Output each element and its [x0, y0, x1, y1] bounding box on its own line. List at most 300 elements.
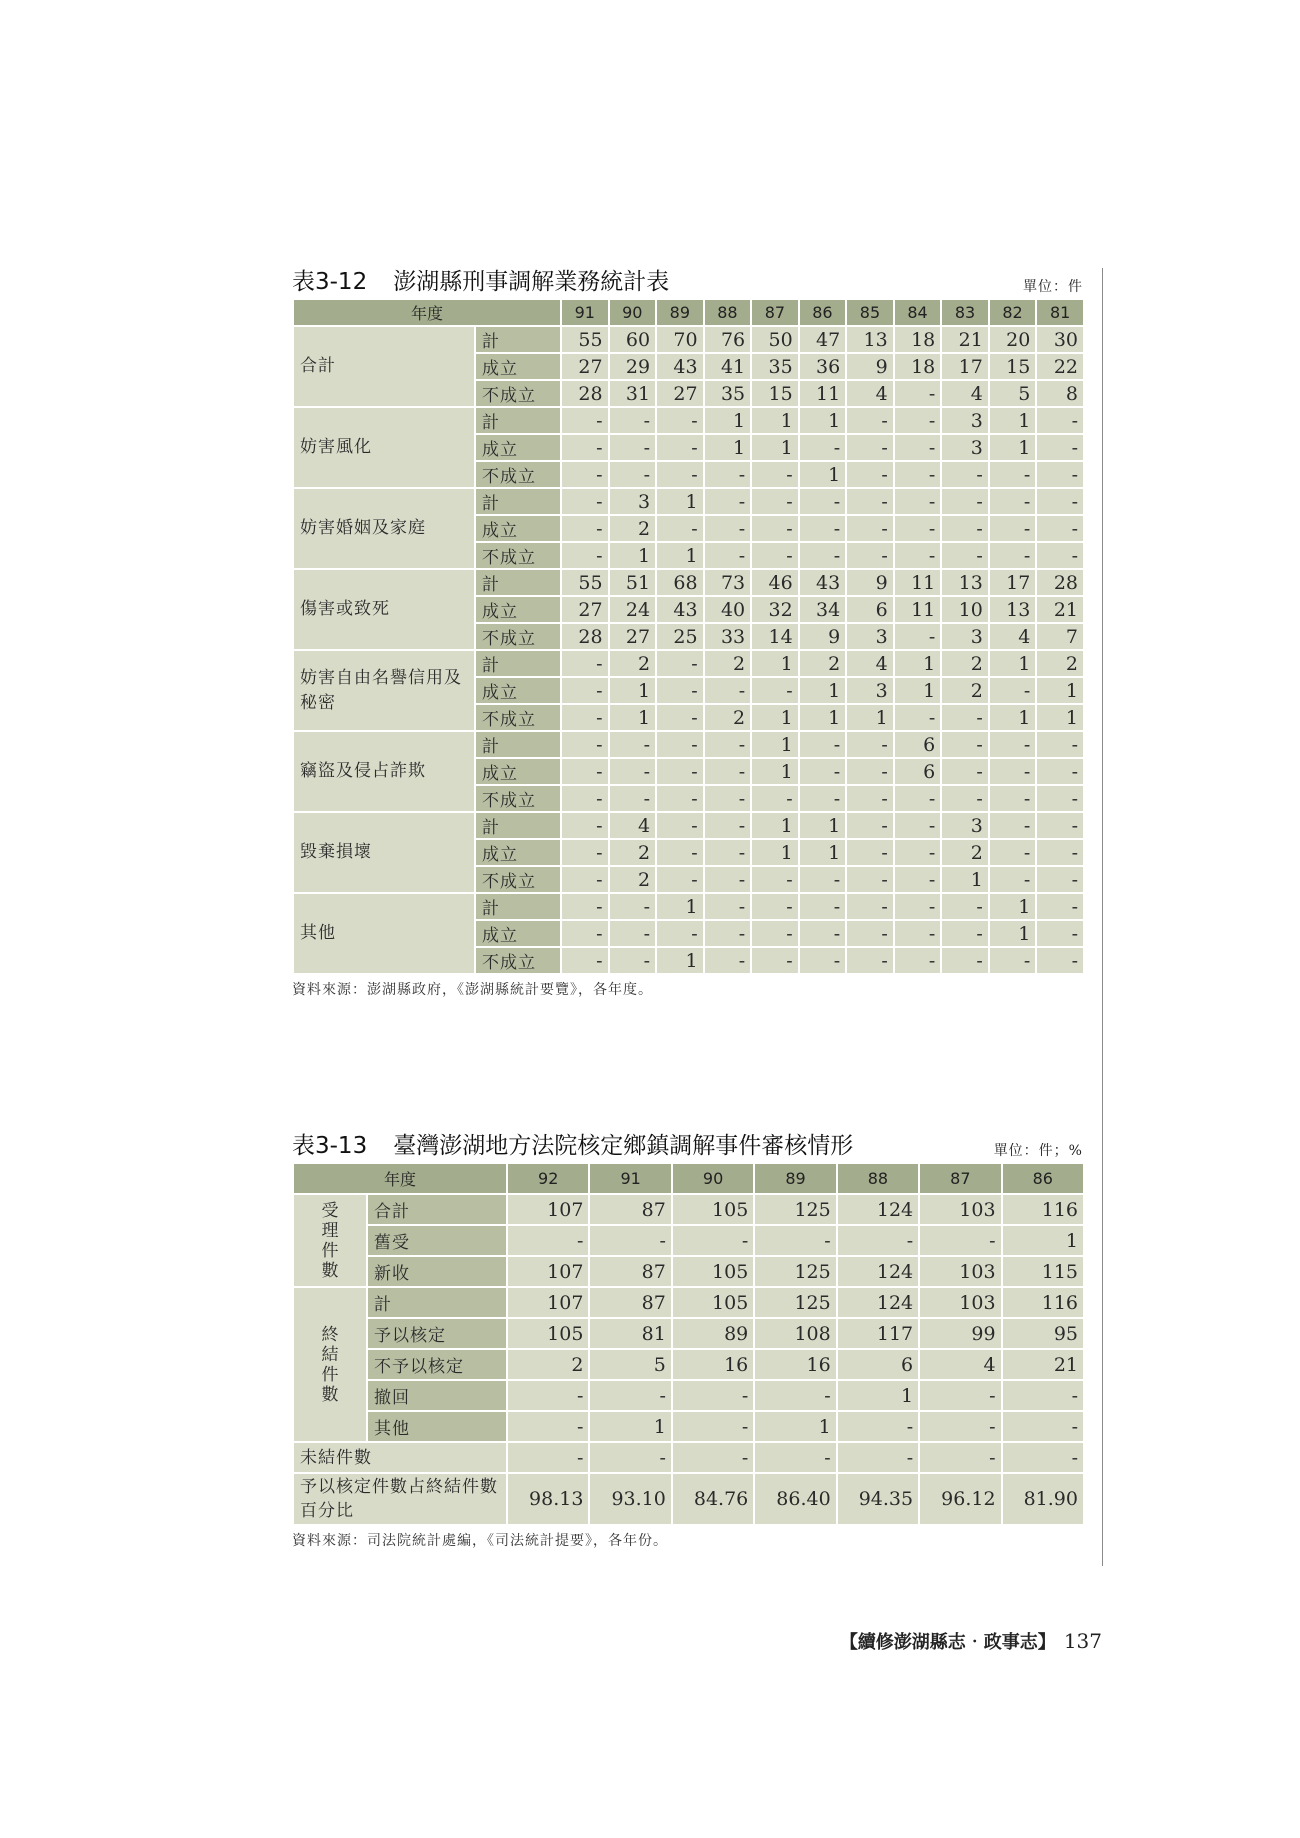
year-header: 81 [1036, 299, 1084, 326]
data-cell: 1 [589, 1411, 671, 1442]
row-label: 不成立 [475, 623, 561, 650]
data-cell: - [507, 1442, 589, 1473]
data-cell: - [799, 731, 847, 758]
data-cell: 2 [609, 515, 657, 542]
data-cell: 1 [799, 839, 847, 866]
data-cell: 1 [751, 839, 799, 866]
table-row [293, 1442, 1084, 1473]
data-cell: - [672, 1380, 754, 1411]
data-cell: - [609, 785, 657, 812]
row-label: 計 [475, 812, 561, 839]
data-cell: - [754, 1225, 836, 1256]
data-cell: - [894, 947, 942, 974]
data-cell: - [941, 785, 989, 812]
row-label: 新收 [367, 1256, 507, 1287]
category-label: 妨害婚姻及家庭 [293, 488, 475, 569]
table-row [293, 731, 1084, 758]
data-cell: - [561, 812, 609, 839]
data-cell: 3 [941, 407, 989, 434]
data-cell: - [1002, 1442, 1084, 1473]
data-cell: - [989, 488, 1037, 515]
data-cell: - [941, 488, 989, 515]
table-row [293, 1194, 1084, 1225]
data-cell: - [751, 920, 799, 947]
data-cell: 6 [837, 1349, 919, 1380]
data-cell: - [989, 542, 1037, 569]
data-cell: 34 [799, 596, 847, 623]
data-cell: 1 [799, 677, 847, 704]
data-cell: - [989, 785, 1037, 812]
data-cell: 3 [609, 488, 657, 515]
data-cell: 47 [799, 326, 847, 353]
data-cell: - [751, 947, 799, 974]
data-cell: 7 [1036, 623, 1084, 650]
table-3-12-title-row [292, 264, 1085, 298]
data-cell: 107 [507, 1256, 589, 1287]
data-cell: 1 [846, 704, 894, 731]
data-cell: - [589, 1225, 671, 1256]
data-cell: - [941, 542, 989, 569]
row-label: 不成立 [475, 380, 561, 407]
data-cell: 1 [799, 704, 847, 731]
data-cell: - [941, 731, 989, 758]
category-label: 竊盜及侵占詐欺 [293, 731, 475, 812]
data-cell: 1 [754, 1411, 836, 1442]
row-label: 予以核定 [367, 1318, 507, 1349]
data-cell: 4 [989, 623, 1037, 650]
data-cell: - [656, 839, 704, 866]
data-cell: - [846, 515, 894, 542]
data-cell: - [799, 434, 847, 461]
data-cell: - [1036, 785, 1084, 812]
data-cell: - [1036, 920, 1084, 947]
data-cell: 117 [837, 1318, 919, 1349]
row-label: 計 [367, 1287, 507, 1318]
data-cell: 1 [941, 866, 989, 893]
header-row [293, 299, 1084, 326]
data-cell: 5 [989, 380, 1037, 407]
data-cell: - [751, 542, 799, 569]
data-cell: 1 [609, 542, 657, 569]
data-cell: 27 [656, 380, 704, 407]
data-cell: 87 [589, 1194, 671, 1225]
data-cell: 2 [609, 839, 657, 866]
table-3-13-title [292, 1127, 853, 1160]
data-cell: - [561, 434, 609, 461]
data-cell: - [1002, 1411, 1084, 1442]
data-cell: - [894, 380, 942, 407]
data-cell: 13 [989, 596, 1037, 623]
data-cell: 24 [609, 596, 657, 623]
data-cell: - [656, 677, 704, 704]
data-cell: 105 [672, 1287, 754, 1318]
unit-label: 單位：件；% [993, 1143, 1083, 1159]
data-cell: - [704, 515, 752, 542]
data-cell: 1 [609, 677, 657, 704]
data-cell: - [704, 488, 752, 515]
data-cell: 11 [799, 380, 847, 407]
row-label: 不成立 [475, 542, 561, 569]
data-cell: - [799, 515, 847, 542]
data-cell: 2 [609, 866, 657, 893]
data-cell: - [507, 1411, 589, 1442]
header-year-label: 年度 [293, 299, 561, 326]
data-cell: 125 [754, 1256, 836, 1287]
year-header: 90 [609, 299, 657, 326]
data-cell: - [1036, 812, 1084, 839]
row-label: 計 [475, 407, 561, 434]
data-cell: - [846, 542, 894, 569]
table-3-12-title [292, 263, 669, 296]
data-cell: 50 [751, 326, 799, 353]
data-cell: 1 [989, 893, 1037, 920]
data-cell: 103 [919, 1256, 1001, 1287]
data-cell: - [751, 461, 799, 488]
data-cell: 1 [656, 542, 704, 569]
data-cell: - [941, 704, 989, 731]
data-cell: 99 [919, 1318, 1001, 1349]
table-number: 表3-13 [292, 1133, 368, 1159]
data-cell: - [656, 758, 704, 785]
data-cell: - [919, 1380, 1001, 1411]
data-cell: 96.12 [919, 1473, 1001, 1525]
table-title-text: 臺灣澎湖地方法院核定鄉鎮調解事件審核情形 [393, 1133, 854, 1159]
row-label: 不成立 [475, 947, 561, 974]
year-header: 84 [894, 299, 942, 326]
data-cell: 43 [656, 596, 704, 623]
data-cell: - [656, 461, 704, 488]
table-row [293, 1380, 1084, 1411]
year-header: 88 [704, 299, 752, 326]
data-cell: - [894, 461, 942, 488]
data-cell: 43 [656, 353, 704, 380]
data-cell: - [941, 758, 989, 785]
data-cell: 15 [751, 380, 799, 407]
data-cell: 4 [846, 650, 894, 677]
data-cell: - [989, 758, 1037, 785]
year-header: 89 [754, 1163, 836, 1194]
data-cell: - [799, 920, 847, 947]
data-cell: 70 [656, 326, 704, 353]
data-cell: - [894, 893, 942, 920]
data-cell: 60 [609, 326, 657, 353]
data-cell: - [941, 461, 989, 488]
data-cell: 41 [704, 353, 752, 380]
data-cell: - [589, 1380, 671, 1411]
data-cell: - [704, 731, 752, 758]
row-label: 計 [475, 731, 561, 758]
data-cell: - [704, 677, 752, 704]
data-cell: - [704, 785, 752, 812]
data-cell: 35 [704, 380, 752, 407]
data-cell: 2 [507, 1349, 589, 1380]
data-cell: 27 [561, 596, 609, 623]
table-row [293, 569, 1084, 596]
data-cell: - [894, 623, 942, 650]
data-cell: - [609, 893, 657, 920]
data-cell: 108 [754, 1318, 836, 1349]
pending-label: 未結件數 [293, 1442, 507, 1473]
table-row [293, 1349, 1084, 1380]
row-label: 舊受 [367, 1225, 507, 1256]
data-cell: 32 [751, 596, 799, 623]
data-cell: - [846, 488, 894, 515]
data-cell: - [754, 1442, 836, 1473]
data-cell: - [609, 731, 657, 758]
data-cell: - [704, 920, 752, 947]
data-cell: 1 [751, 758, 799, 785]
data-cell: 107 [507, 1287, 589, 1318]
data-cell: - [656, 407, 704, 434]
data-cell: 31 [609, 380, 657, 407]
row-label: 計 [475, 569, 561, 596]
data-cell: 5 [589, 1349, 671, 1380]
data-cell: - [846, 947, 894, 974]
data-cell: - [672, 1225, 754, 1256]
data-cell: - [846, 407, 894, 434]
data-cell: - [989, 947, 1037, 974]
data-cell: 28 [561, 623, 609, 650]
year-header: 87 [919, 1163, 1001, 1194]
data-cell: - [561, 785, 609, 812]
data-cell: 2 [799, 650, 847, 677]
data-cell: 13 [941, 569, 989, 596]
data-cell: 1 [989, 434, 1037, 461]
data-cell: 29 [609, 353, 657, 380]
data-cell: - [894, 920, 942, 947]
data-cell: 11 [894, 596, 942, 623]
data-cell: 2 [941, 650, 989, 677]
data-cell: 3 [941, 623, 989, 650]
data-cell: 8 [1036, 380, 1084, 407]
data-cell: 1 [704, 407, 752, 434]
data-cell: - [1002, 1380, 1084, 1411]
table-row [293, 893, 1084, 920]
data-cell: - [609, 434, 657, 461]
group-label-text: 終 結 件 數 [321, 1324, 339, 1405]
data-cell: 27 [609, 623, 657, 650]
data-cell: - [941, 893, 989, 920]
data-cell: - [799, 542, 847, 569]
data-cell: - [989, 866, 1037, 893]
table-row [293, 488, 1084, 515]
data-cell: 4 [846, 380, 894, 407]
data-cell: 3 [941, 812, 989, 839]
row-label: 不成立 [475, 785, 561, 812]
data-cell: - [846, 731, 894, 758]
data-cell: - [751, 515, 799, 542]
data-cell: 116 [1002, 1287, 1084, 1318]
data-cell: - [837, 1411, 919, 1442]
data-cell: 1 [609, 704, 657, 731]
category-label: 毀棄損壞 [293, 812, 475, 893]
data-cell: - [837, 1225, 919, 1256]
data-cell: - [989, 461, 1037, 488]
data-cell: - [846, 866, 894, 893]
table-3-13-title-row [292, 1128, 1085, 1162]
data-cell: 18 [894, 353, 942, 380]
data-cell: - [507, 1380, 589, 1411]
data-cell: - [941, 515, 989, 542]
data-cell: - [561, 839, 609, 866]
row-label: 成立 [475, 515, 561, 542]
table-title-text: 澎湖縣刑事調解業務統計表 [393, 269, 670, 295]
data-cell: 3 [846, 677, 894, 704]
data-cell: 17 [989, 569, 1037, 596]
data-cell: - [919, 1442, 1001, 1473]
data-cell: - [656, 920, 704, 947]
data-cell: - [704, 461, 752, 488]
data-cell: - [672, 1442, 754, 1473]
year-header: 87 [751, 299, 799, 326]
data-cell: 1 [989, 650, 1037, 677]
data-cell: 4 [941, 380, 989, 407]
data-cell: 20 [989, 326, 1037, 353]
data-cell: - [561, 488, 609, 515]
unit-label: 單位：件 [1023, 279, 1083, 295]
data-cell: - [894, 812, 942, 839]
data-cell: - [561, 920, 609, 947]
data-cell: - [704, 866, 752, 893]
data-cell: - [846, 758, 894, 785]
data-cell: 55 [561, 569, 609, 596]
data-cell: 15 [989, 353, 1037, 380]
data-cell: - [656, 866, 704, 893]
row-label: 不成立 [475, 704, 561, 731]
data-cell: 22 [1036, 353, 1084, 380]
table-3-13 [292, 1162, 1085, 1526]
data-cell: 89 [672, 1318, 754, 1349]
data-cell: - [507, 1225, 589, 1256]
header-row [293, 1163, 1084, 1194]
data-cell: 21 [1002, 1349, 1084, 1380]
data-cell: - [989, 731, 1037, 758]
data-cell: 1 [751, 407, 799, 434]
data-cell: 81.90 [1002, 1473, 1084, 1525]
year-header: 83 [941, 299, 989, 326]
data-cell: - [1036, 488, 1084, 515]
data-cell: - [846, 839, 894, 866]
data-cell: - [609, 461, 657, 488]
data-cell: 84.76 [672, 1473, 754, 1525]
table-row [293, 407, 1084, 434]
data-cell: 73 [704, 569, 752, 596]
data-cell: - [846, 461, 894, 488]
data-cell: - [894, 839, 942, 866]
data-cell: - [846, 812, 894, 839]
data-cell: 86.40 [754, 1473, 836, 1525]
data-cell: - [561, 704, 609, 731]
data-cell: 17 [941, 353, 989, 380]
row-label: 計 [475, 650, 561, 677]
data-cell: - [561, 542, 609, 569]
table-row [293, 1473, 1084, 1525]
data-cell: 2 [704, 650, 752, 677]
data-cell: 11 [894, 569, 942, 596]
data-cell: 68 [656, 569, 704, 596]
data-cell: - [751, 866, 799, 893]
data-cell: 1 [799, 407, 847, 434]
data-cell: 30 [1036, 326, 1084, 353]
data-cell: 125 [754, 1287, 836, 1318]
data-cell: 6 [894, 758, 942, 785]
data-cell: 1 [799, 812, 847, 839]
data-cell: 105 [672, 1194, 754, 1225]
data-cell: - [672, 1411, 754, 1442]
row-label: 成立 [475, 839, 561, 866]
data-cell: - [704, 839, 752, 866]
data-cell: - [561, 407, 609, 434]
data-cell: - [1036, 839, 1084, 866]
data-cell: 3 [846, 623, 894, 650]
data-cell: 1 [894, 677, 942, 704]
data-cell: - [894, 542, 942, 569]
data-cell: - [894, 515, 942, 542]
data-cell: - [656, 812, 704, 839]
data-cell: - [704, 812, 752, 839]
data-cell: 9 [846, 353, 894, 380]
year-header: 85 [846, 299, 894, 326]
data-cell: - [751, 677, 799, 704]
data-cell: 21 [1036, 596, 1084, 623]
table-row [293, 1256, 1084, 1287]
data-cell: - [1036, 434, 1084, 461]
data-cell: 6 [894, 731, 942, 758]
category-label: 其他 [293, 893, 475, 974]
data-cell: 40 [704, 596, 752, 623]
data-cell: 4 [919, 1349, 1001, 1380]
data-cell: 81 [589, 1318, 671, 1349]
table-3-13-block [292, 1128, 1085, 1550]
data-cell: 14 [751, 623, 799, 650]
data-cell: - [656, 650, 704, 677]
data-cell: - [1036, 461, 1084, 488]
table-3-12-block [292, 264, 1085, 999]
data-cell: - [894, 866, 942, 893]
data-cell: 6 [846, 596, 894, 623]
data-cell: - [751, 893, 799, 920]
year-header: 82 [989, 299, 1037, 326]
data-cell: 103 [919, 1287, 1001, 1318]
data-cell: - [561, 893, 609, 920]
data-cell: - [561, 731, 609, 758]
row-label: 成立 [475, 596, 561, 623]
data-cell: 93.10 [589, 1473, 671, 1525]
data-cell: - [846, 893, 894, 920]
data-cell: 105 [672, 1256, 754, 1287]
data-cell: 124 [837, 1256, 919, 1287]
data-cell: - [799, 866, 847, 893]
row-label: 不成立 [475, 866, 561, 893]
page-number: 137 [1063, 1629, 1102, 1653]
data-cell: 95 [1002, 1318, 1084, 1349]
data-cell: - [894, 488, 942, 515]
data-cell: - [561, 866, 609, 893]
data-cell: 124 [837, 1287, 919, 1318]
data-cell: 2 [704, 704, 752, 731]
data-cell: 51 [609, 569, 657, 596]
data-cell: - [894, 785, 942, 812]
data-cell: - [751, 785, 799, 812]
data-cell: 2 [609, 650, 657, 677]
table-row [293, 1318, 1084, 1349]
data-cell: - [799, 947, 847, 974]
data-cell: 1 [704, 434, 752, 461]
data-cell: - [1036, 542, 1084, 569]
data-cell: - [799, 893, 847, 920]
data-cell: 1 [751, 650, 799, 677]
data-cell: - [1036, 866, 1084, 893]
